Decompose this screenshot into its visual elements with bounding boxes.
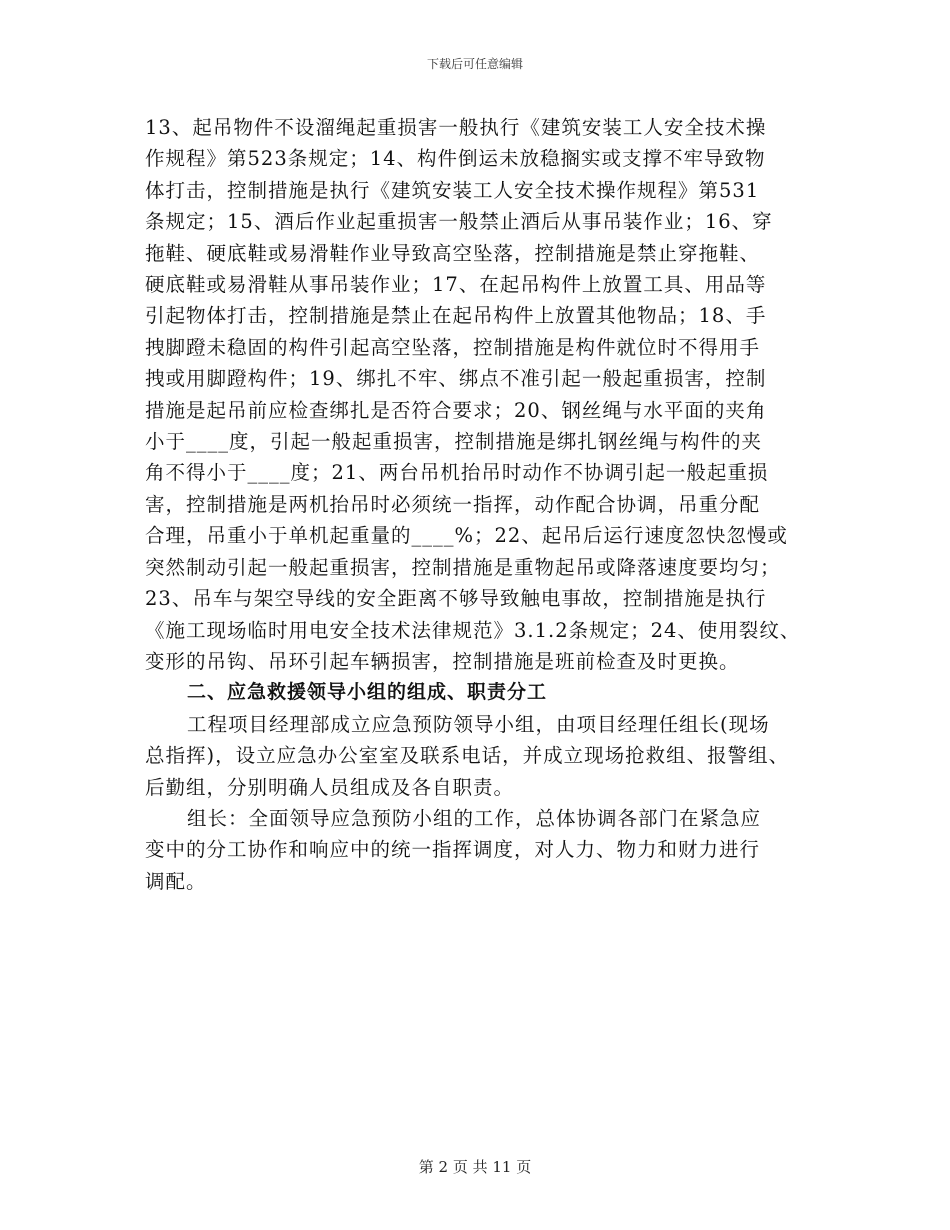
body-line: 《施工现场临时用电安全技术法律规范》3.1.2条规定；24、使用裂纹、 [145, 618, 801, 642]
body-line: 拽或用脚蹬构件；19、绑扎不牢、绑点不准引起一般起重损害，控制 [145, 367, 767, 391]
body-line: 拖鞋、硬底鞋或易滑鞋作业导致高空坠落，控制措施是禁止穿拖鞋、 [145, 241, 761, 265]
body-line: 拽脚蹬未稳固的构件引起高空坠落，控制措施是构件就位时不得用手 [145, 335, 761, 359]
body-line: 作规程》第523条规定；14、构件倒运未放稳搁实或支撑不牢导致物 [145, 147, 766, 171]
body-line: 措施是起吊前应检查绑扎是否符合要求；20、钢丝绳与水平面的夹角 [145, 398, 767, 422]
paragraph-line: 变中的分工协作和响应中的统一指挥调度，对人力、物力和财力进行 [145, 838, 761, 862]
paragraph-line: 调配。 [145, 869, 207, 893]
body-line: 23、吊车与架空导线的安全距离不够导致触电事故，控制措施是执行 [145, 587, 767, 611]
section-heading: 二、应急救援领导小组的组成、职责分工 [187, 681, 548, 704]
header-note: 下载后可任意编辑 [426, 57, 523, 71]
body-line: 硬底鞋或易滑鞋从事吊装作业；17、在起吊构件上放置工具、用品等 [145, 273, 767, 297]
paragraph-line: 总指挥)，设立应急办公室室及联系电话，并成立现场抢救组、报警组、 [145, 744, 790, 768]
paragraph-line: 组长：全面领导应急预防小组的工作，总体协调各部门在紧急应 [187, 806, 762, 830]
page-number-footer: 第 2 页 共 11 页 [418, 1158, 532, 1176]
paragraph-line: 后勤组，分别明确人员组成及各自职责。 [145, 775, 515, 799]
body-line: 变形的吊钩、吊环引起车辆损害，控制措施是班前检查及时更换。 [145, 649, 740, 673]
body-line: 角不得小于____度；21、两台吊机抬吊时动作不协调引起一般起重损 [145, 461, 769, 485]
body-line: 引起物体打击，控制措施是禁止在起吊构件上放置其他物品；18、手 [145, 304, 767, 328]
body-line: 突然制动引起一般起重损害，控制措施是重物起吊或降落速度要均匀； [145, 555, 781, 579]
body-line: 合理，吊重小于单机起重量的____%；22、起吊后运行速度忽快忽慢或 [145, 524, 788, 548]
paragraph-line: 工程项目经理部成立应急预防领导小组，由项目经理任组长(现场 [187, 712, 770, 736]
body-line: 小于____度，引起一般起重损害，控制措施是绑扎钢丝绳与构件的夹 [145, 430, 763, 454]
body-line: 害，控制措施是两机抬吊时必须统一指挥，动作配合协调，吊重分配 [145, 492, 761, 516]
document-body [145, 112, 815, 897]
body-line: 条规定；15、酒后作业起重损害一般禁止酒后从事吊装作业；16、穿 [145, 210, 773, 234]
body-line: 体打击，控制措施是执行《建筑安装工人安全技术操作规程》第531 [145, 178, 760, 202]
body-line: 13、起吊物件不设溜绳起重损害一般执行《建筑安装工人安全技术操 [145, 116, 767, 139]
